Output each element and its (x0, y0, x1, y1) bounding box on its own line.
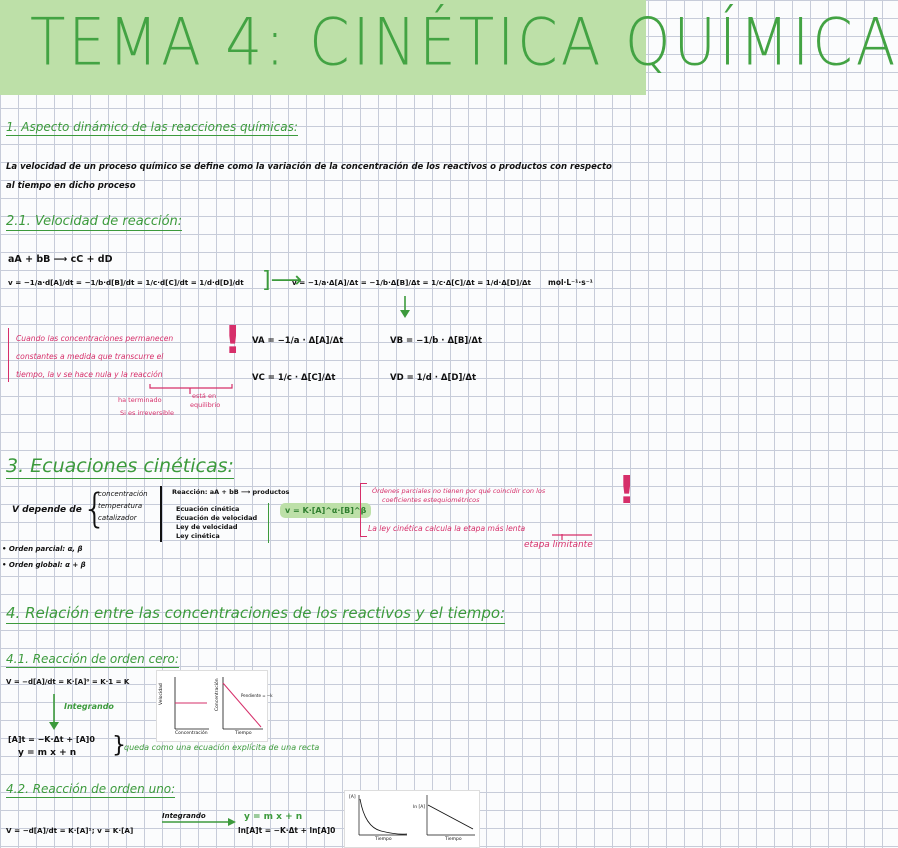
section-4-heading: 4. Relación entre las concentraciones de los reactivos y el tiempo: (6, 604, 506, 622)
average-rate: v = −1/a·Δ[A]/Δt = −1/b·Δ[B]/Δt = 1/c·Δ[C]/Δt = 1/d·Δ[D]/Δt (292, 278, 531, 287)
integrando-label-2: Integrando (162, 812, 206, 820)
order-note-2: coeficientes estequiométricos (382, 496, 480, 504)
exclamation-icon: ! (224, 318, 242, 362)
deps-brace: { (82, 486, 108, 532)
note-line-1: Cuando las concentraciones permanecen (16, 334, 174, 343)
pink-bracket (360, 483, 367, 537)
note-line-3: tiempo, la v se hace nula y la reacción (16, 370, 163, 379)
definition-line-2: al tiempo en dicho proceso (6, 181, 136, 191)
g2-xlabel: Tiempo (235, 731, 252, 736)
note-line-2: constantes a medida que transcurre el (16, 352, 164, 361)
rate-va: VA = −1/a · Δ[A]/Δt (252, 336, 344, 346)
name-ecuacion-velocidad: Ecuación de velocidad (176, 514, 258, 522)
section-4-1-heading: 4.1. Reacción de orden cero: (6, 652, 179, 666)
page-title: TEMA 4: CINÉTICA QUÍMICA (30, 4, 898, 81)
branch-finished: ha terminado (118, 396, 162, 404)
section-4-2-heading: 4.2. Reacción de orden uno: (6, 782, 176, 796)
orden-parcial: • Orden parcial: α, β (2, 545, 83, 553)
rate-vd: VD = 1/d · Δ[D]/Δt (390, 373, 477, 383)
divider (160, 486, 162, 542)
definition-line-1: La velocidad de un proceso químico se define como la variación de la concentración de los reactivos o productos con respecto (6, 162, 612, 172)
bracket-arrow: ]⟶ (262, 268, 303, 293)
first-order-rate: V = −d[A]/dt = K·[A]¹; v = K·[A] (6, 826, 134, 835)
section-1-heading: 1. Aspecto dinámico de las reacciones químicas: (6, 120, 298, 134)
g4-xlabel: Tiempo (445, 837, 462, 842)
rate-vc: VC = 1/c · Δ[C]/Δt (252, 373, 336, 383)
order-note-1: Órdenes parciales no tienen por qué coincidir con los (372, 487, 546, 495)
name-ley-velocidad: Ley de velocidad (176, 523, 238, 531)
limiting-note: La ley cinética calcula la etapa más lenta (368, 524, 526, 533)
exclamation-icon-2: ! (618, 468, 636, 512)
zero-order-rate: V = −d[A]/dt = K·[A]⁰ = K·1 = K (6, 678, 130, 686)
name-ley-cinetica: Ley cinética (176, 532, 220, 540)
linear-form-2: y = m x + n (244, 812, 303, 822)
instantaneous-rate: v = −1/a·d[A]/dt = −1/b·d[B]/dt = 1/c·d[C]/dt = 1/d·d[D]/dt (8, 278, 244, 287)
linear-form: y = m x + n (18, 748, 77, 758)
first-order-graphs (344, 790, 480, 848)
first-order-integrated: ln[A]t = −K·Δt + ln[A]0 (238, 826, 336, 835)
g3-ylabel: [A] (349, 795, 356, 800)
name-ecuacion-cinetica: Ecuación cinética (176, 505, 240, 513)
dep-catalizador: catalizador (98, 514, 137, 522)
g1-xlabel: Concentración (175, 731, 208, 736)
linear-note: queda como una ecuación explícita de una recta (124, 743, 320, 752)
section-3-heading: 3. Ecuaciones cinéticas: (6, 455, 234, 477)
integrando-label: Integrando (64, 702, 114, 711)
section-2-1-heading: 2.1. Velocidad de reacción: (6, 214, 183, 229)
rate-units: mol·L⁻¹·s⁻¹ (548, 278, 593, 287)
result-brace: } (112, 733, 126, 758)
general-reaction: aA + bB ⟶ cC + dD (8, 254, 113, 265)
g4-ylabel: ln [A] (413, 805, 426, 810)
reaction-products: Reacción: aA + bB ⟶ productos (172, 488, 290, 496)
dep-concentracion: concentración (98, 490, 148, 498)
dep-temperatura: temperatura (98, 502, 143, 510)
g3-xlabel: Tiempo (375, 837, 392, 842)
rate-vb: VB = −1/b · Δ[B]/Δt (390, 336, 483, 346)
branch-irreversible: Si es irreversible (120, 409, 174, 417)
g2-slope-note: Pendiente = −k (241, 693, 273, 698)
g1-ylabel: Velocidad (159, 683, 164, 705)
branch-equilibrium-1: está en (192, 392, 217, 400)
g2-ylabel: Concentración (215, 678, 220, 711)
zero-order-integrated: [A]t = −K·Δt + [A]0 (8, 735, 95, 744)
rate-law: v = K·[A]^α·[B]^β (282, 505, 369, 516)
etapa-limitante: etapa limitante (524, 540, 593, 550)
branch-equilibrium-2: equilibrio (190, 401, 221, 409)
v-depends-on: V depende de (12, 505, 82, 515)
zero-order-graphs (156, 670, 273, 742)
orden-global: • Orden global: α + β (2, 561, 86, 569)
